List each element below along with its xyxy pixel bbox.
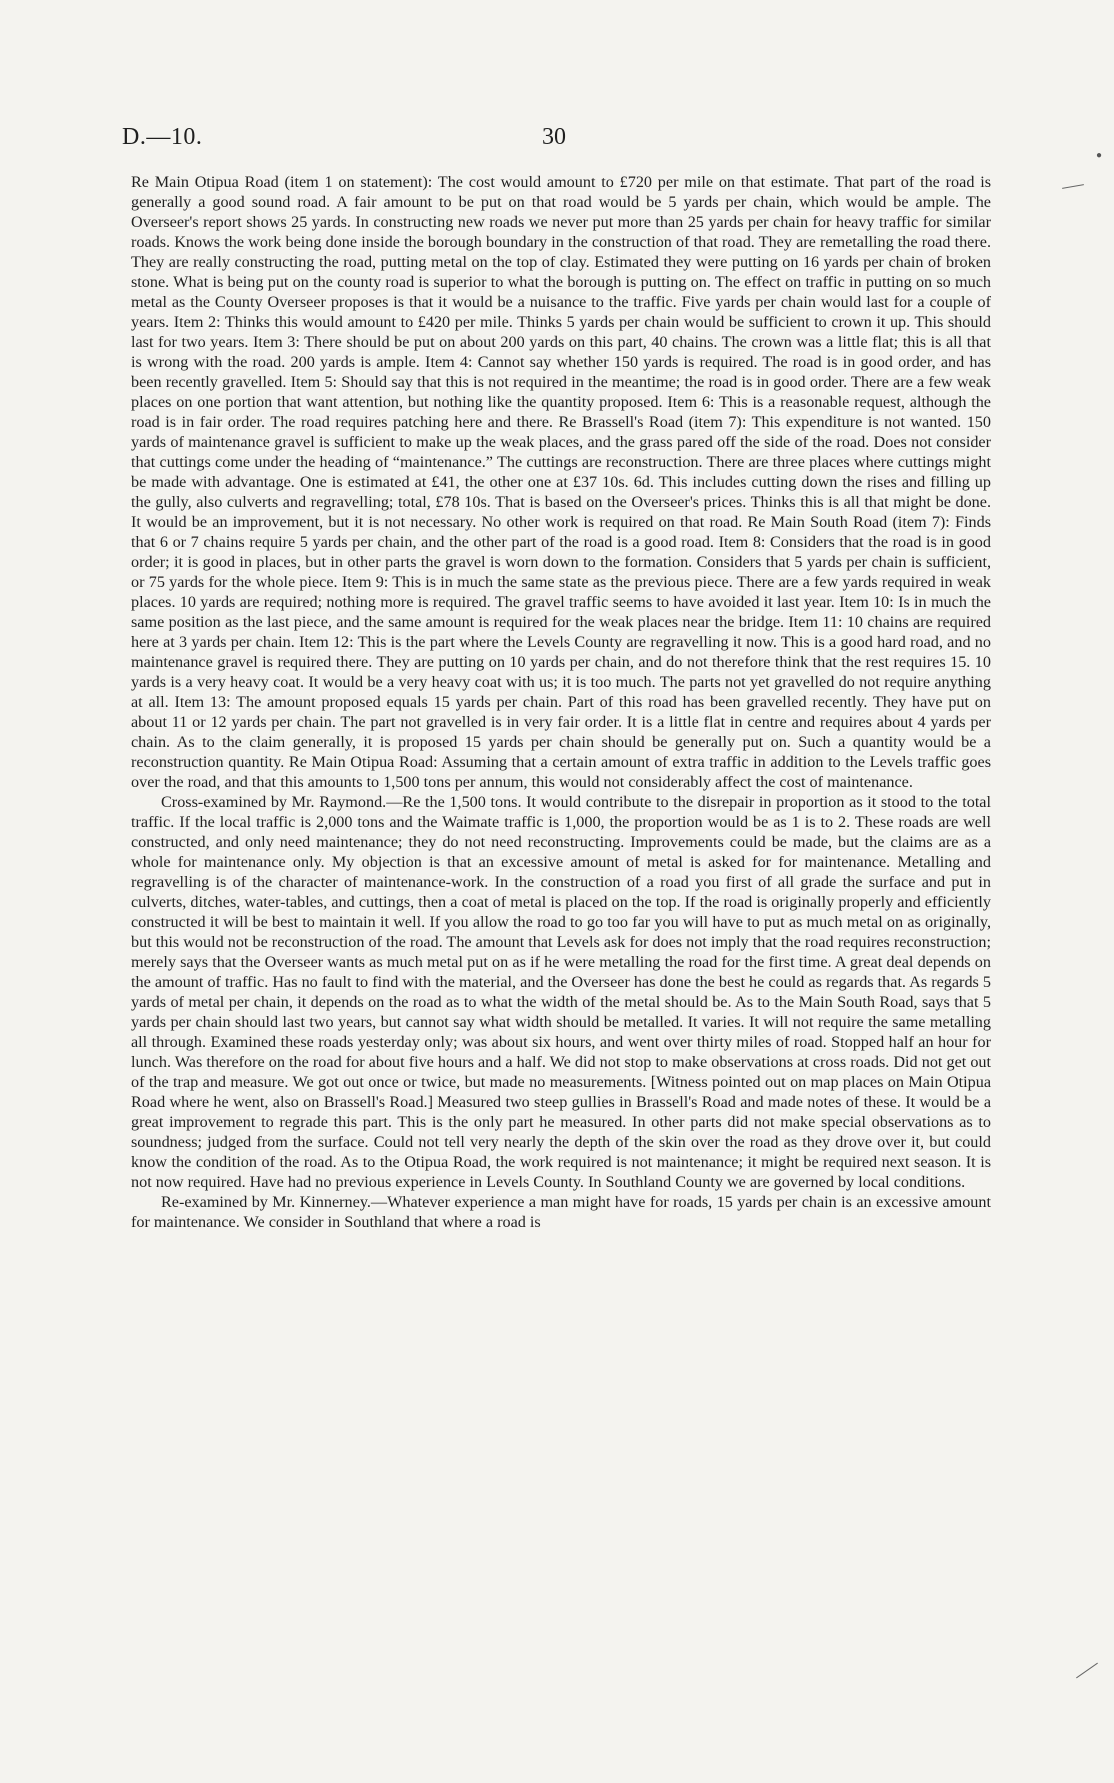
scan-dash-mark bbox=[1062, 184, 1084, 189]
scan-dot-mark: ● bbox=[1095, 150, 1102, 161]
paragraph-re-examination: Re-examined by Mr. Kinnerney.—Whatever experience a man might have for roads, 15 yards per chain is an excessive amount for maintenance. We consider in Southland that where a road is bbox=[131, 1193, 991, 1231]
page-header bbox=[122, 124, 992, 160]
paragraph-statement-evidence: Re Main Otipua Road (item 1 on statement): The cost would amount to £720 per mile on that estimate. That part of the road is generally a good sound road. A fair amount to be put on that road would be 5 yards per chain, which would be ample. The Overseer's report shows 25 yards. In constructing new roads we never put more than 25 yards per chain for heavy traffic for similar roads. Knows the work being done inside the borough boundary in the construction of that road. They are remetalling the road there. They are really constructing the road, putting metal on the top of clay. Estimated they were putting on 16 yards per chain of broken stone. What is being put on the county road is superior to what the borough is putting on. The effect on traffic in putting on so much metal as the County Overseer proposes is that it would be a nuisance to the traffic. Five yards per chain would last for a couple of years. Item 2: Thinks this would amount to £420 per mile. Thinks 5 yards per chain would be sufficient to crown it up. This should last for two years. Item 3: There should be put on about 200 yards on this part, 40 chains. The crown was a little flat; this is all that is wrong with the road. 200 yards is ample. Item 4: Cannot say whether 150 yards is required. The road is in good order, and has been recently gravelled. Item 5: Should say that this is not required in the meantime; the road is in good order. There are a few weak places on one portion that want attention, but nothing like the quantity proposed. Item 6: This is a reasonable request, although the road is in fair order. The road requires patching here and there. Re Brassell's Road (item 7): This expenditure is not wanted. 150 yards of maintenance gravel is sufficient to make up the weak places, and the grass pared off the side of the road. Does not consider that cuttings come under the heading of “maintenance.” The cuttings are reconstruction. There are three places where cuttings might be made with advantage. One is estimated at £41, the other one at £37 10s. 6d. This includes cutting down the rises and filling up the gully, also culverts and regravelling; total, £78 10s. That is based on the Overseer's prices. Thinks this is all that might be done. It would be an improvement, but it is not necessary. No other work is required on that road. Re Main South Road (item 7): Finds that 6 or 7 chains require 5 yards per chain, and the other part of the road is a good road. Item 8: Considers that the road is in good order; it is good in places, but in other parts the gravel is worn down to the formation. Considers that 5 yards per chain is sufficient, or 75 yards for the whole piece. Item 9: This is in much the same state as the previous piece. There are a few yards required in weak places. 10 yards are required; nothing more is required. The gravel traffic seems to have avoided it last year. Item 10: Is in much the same position as the last piece, and the same amount is required for the weak places near the bridge. Item 11: 10 chains are required here at 3 yards per chain. Item 12: This is the part where the Levels County are regravelling it now. This is a good hard road, and no maintenance gravel is required there. They are putting on 10 yards per chain, and do not therefore think that the rest requires 15. 10 yards is a very heavy coat. It would be a very heavy coat with us; it is too much. The parts not yet gravelled do not require anything at all. Item 13: The amount proposed equals 15 yards per chain. Part of this road has been gravelled recently. They have put on about 11 or 12 yards per chain. The part not gravelled is in very fair order. It is a little flat in centre and requires about 4 yards per chain. As to the claim generally, it is proposed 15 yards per chain should be generally put on. Such a quantity would be a reconstruction quantity. Re Main Otipua Road: Assuming that a certain amount of extra traffic in addition to the Levels traffic goes over the road, and that this amounts to 1,500 tons per annum, this would not considerably affect the cost of maintenance. bbox=[131, 173, 991, 791]
body-text bbox=[131, 172, 991, 1232]
document-id: D.—10. bbox=[122, 124, 203, 150]
scan-dash-mark-bottom bbox=[1076, 1663, 1098, 1679]
page-number: 30 bbox=[542, 124, 566, 150]
paragraph-cross-examination: Cross-examined by Mr. Raymond.—Re the 1,500 tons. It would contribute to the disrepair in proportion as it stood to the total traffic. If the local traffic is 2,000 tons and the Waimate traffic is 1,000, the proportion would be as 1 is to 2. These roads are well constructed, and only need maintenance; they do not need reconstructing. Improvements could be made, but the claims are as a whole for maintenance only. My objection is that an excessive amount of metal is asked for for maintenance. Metalling and regravelling is of the character of maintenance-work. In the construction of a road you first of all grade the surface and put in culverts, ditches, water-tables, and cuttings, then a coat of metal is placed on the top. If the road is originally properly and efficiently constructed it will be best to maintain it well. If you allow the road to go too far you will have to put as much metal on as originally, but this would not be reconstruction of the road. The amount that Levels ask for does not imply that the road requires reconstruction; merely says that the Overseer wants as much metal put on as if he were metalling the road for the first time. A great deal depends on the amount of traffic. Has no fault to find with the material, and the Overseer has done the best he could as regards that. As regards 5 yards of metal per chain, it depends on the road as to what the width of the metal should be. As to the Main South Road, says that 5 yards per chain should last two years, but cannot say what width should be metalled. It varies. It will not require the same metalling all through. Examined these roads yesterday only; was about six hours, and went over thirty miles of road. Stopped half an hour for lunch. Was therefore on the road for about five hours and a half. We did not stop to make observations at cross roads. Did not get out of the trap and measure. We got out once or twice, but made no measurements. [Witness pointed out on map places on Main Otipua Road where he went, also on Brassell's Road.] Measured two steep gullies in Brassell's Road and made notes of these. It would be a great improvement to regrade this part. This is the only part he measured. In other parts did not make special observations as to soundness; judged from the surface. Could not tell very nearly the depth of the skin over the road as they drove over it, but could know the condition of the road. As to the Otipua Road, the work required is not maintenance; it might be required next season. It is not now required. Have had no previous experience in Levels County. In Southland County we are governed by local conditions. bbox=[131, 793, 991, 1191]
